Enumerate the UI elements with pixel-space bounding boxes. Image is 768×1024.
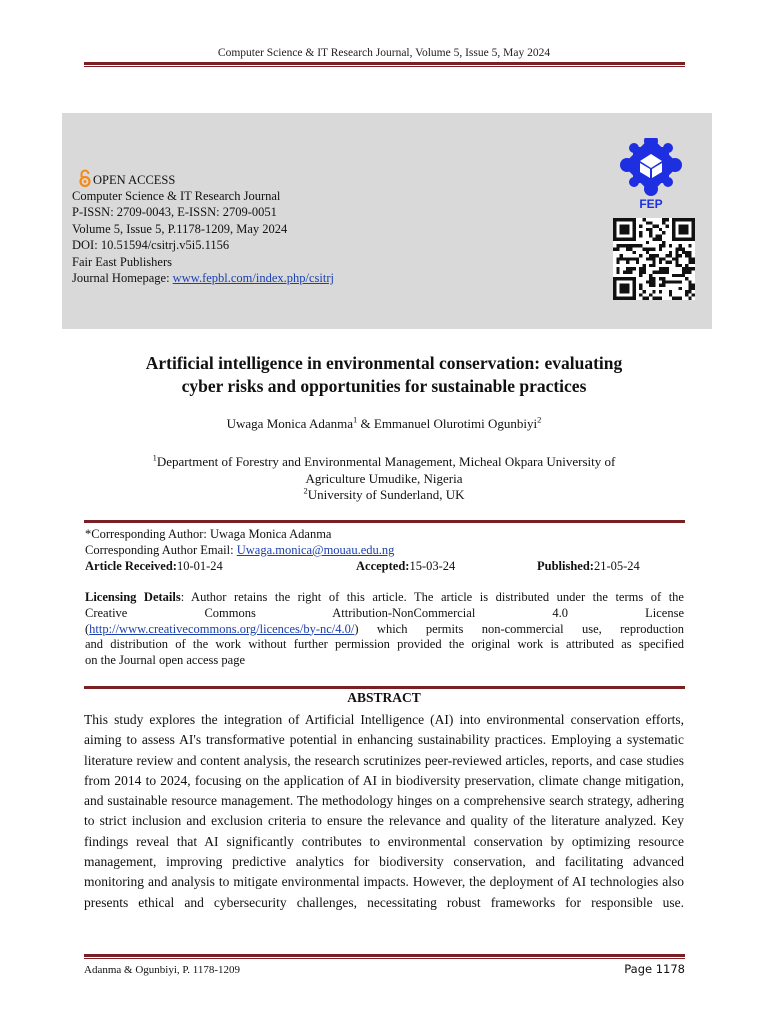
homepage-link[interactable]: www.fepbl.com/index.php/csitrj: [172, 271, 334, 286]
header-rule: [84, 62, 685, 67]
open-access-icon: [78, 169, 92, 187]
licensing-line-3: [85, 622, 684, 638]
fep-logo: [613, 138, 691, 210]
author-1-affiliation-mark: 1: [353, 414, 358, 425]
corresponding-email-link[interactable]: Uwaga.monica@mouau.edu.ng: [236, 543, 395, 557]
license-url-link[interactable]: http://www.creativecommons.org/licences/by-nc/4.0/: [89, 621, 355, 636]
correspondence-block: [85, 526, 685, 575]
accepted-value: 15-03-24: [409, 559, 456, 573]
article-title: [84, 352, 684, 397]
affiliation-1-mark: 1: [152, 452, 157, 463]
affiliation-1: [84, 454, 684, 471]
journal-volume: Volume 5, Issue 5, P.1178-1209, May 2024: [72, 221, 288, 236]
corresponding-author: *Corresponding Author: Uwaga Monica Adanma: [85, 527, 332, 541]
open-access-label: OPEN ACCESS: [93, 172, 176, 187]
author-1: Uwaga Monica Adanma: [226, 416, 353, 431]
affiliation-2-mark: 2: [303, 485, 308, 496]
homepage-label: Journal Homepage:: [72, 271, 173, 286]
accepted-label: Accepted:: [356, 559, 410, 573]
licensing-label: Licensing Details: [85, 590, 181, 604]
journal-issn: P-ISSN: 2709-0043, E-ISSN: 2709-0051: [72, 205, 277, 220]
email-label: Corresponding Author Email:: [85, 543, 237, 557]
running-head: Computer Science & IT Research Journal, Volume 5, Issue 5, May 2024: [217, 47, 551, 59]
author-separator: &: [357, 416, 374, 431]
journal-name: Computer Science & IT Research Journal: [72, 189, 281, 203]
licensing-open-paren: (: [85, 621, 90, 636]
qr-code: [613, 217, 695, 301]
footer-rule: [84, 954, 685, 959]
abstract-text: This study explores the integration of Artificial Intelligence (AI) into environmental conservation efforts, aiming to assess AI's transformative potential in enhancing sustainability practices. Employing a systematic literature review and content analysis, the research scrutinizes peer-reviewed articles, reports, and case studies from 2014 to 2024, focusing on the application of AI in biodiversity preservation, climate change mitigation, and sustainable resource management. The methodology hinges on a comprehensive search strategy, adhering to strict inclusion and exclusion criteria to ensure the relevance and quality of the literature analyzed. Key findings reveal that AI significantly contributes to environmental conservation by optimizing resource management, improving predictive analytics for biodiversity conservation, and facilitating advanced monitoring and analysis to mitigate environmental impacts. However, the deployment of AI technologies also presents ethical and cybersecurity challenges, necessitating robust frameworks for responsible use.: [84, 712, 684, 910]
published-value: 21-05-24: [593, 559, 640, 573]
article-title-line-1: Artificial intelligence in environmental conservation: evaluating: [145, 353, 623, 373]
publisher-name: Fair East Publishers: [72, 254, 172, 269]
abstract-rule: [84, 686, 685, 689]
received-value: 10-01-24: [176, 559, 223, 573]
accepted-date: [356, 558, 456, 574]
journal-homepage-line: [72, 270, 334, 286]
received-label: Article Received:: [85, 559, 177, 573]
licensing-line-4: and distribution of the work without further permission provided the original work is attributed as specified: [85, 637, 684, 652]
article-title-line-2: cyber risks and opportunities for sustainable practices: [181, 375, 587, 396]
authors: [84, 416, 684, 432]
affiliation-2: [84, 487, 684, 504]
affiliation-1-line-1: Department of Forestry and Environmental Management, Micheal Okpara University of: [156, 454, 616, 469]
journal-info-box: [62, 113, 712, 329]
published-date: [537, 558, 640, 574]
page-number: Page 1178: [624, 962, 685, 976]
fep-logo-text: FEP: [639, 197, 663, 210]
abstract-heading: ABSTRACT: [347, 690, 421, 705]
open-access-line: [72, 170, 334, 188]
licensing-line-1: [85, 590, 684, 606]
licensing-line-5: on the Journal open access page: [85, 653, 246, 668]
received-date: [85, 558, 223, 574]
journal-info-lines: [72, 170, 334, 286]
published-label: Published:: [537, 559, 594, 573]
metadata-rule-top: [84, 520, 685, 523]
licensing-line-1-text: : Author retains the right of this article. The article is distributed under the terms of the: [180, 590, 684, 604]
affiliation-2-text: University of Sunderland, UK: [307, 487, 465, 502]
corresponding-email-line: [85, 542, 685, 558]
article-dates: [85, 558, 685, 575]
licensing-details: [85, 590, 684, 669]
affiliation-1-line-2: Agriculture Umudike, Nigeria: [305, 470, 463, 486]
author-2: Emmanuel Olurotimi Ogunbiyi: [373, 416, 538, 431]
footer-citation: Adanma & Ogunbiyi, P. 1178-1209: [84, 964, 241, 976]
affiliations: [84, 454, 684, 504]
licensing-line-2: Creative Commons Attribution-NonCommercial 4.0 License: [85, 605, 684, 620]
author-2-affiliation-mark: 2: [537, 414, 542, 425]
licensing-line-3-text: ) which permits non-commercial use, reproduction: [354, 621, 684, 636]
article-doi: DOI: 10.51594/csitrj.v5i5.1156: [72, 238, 230, 253]
